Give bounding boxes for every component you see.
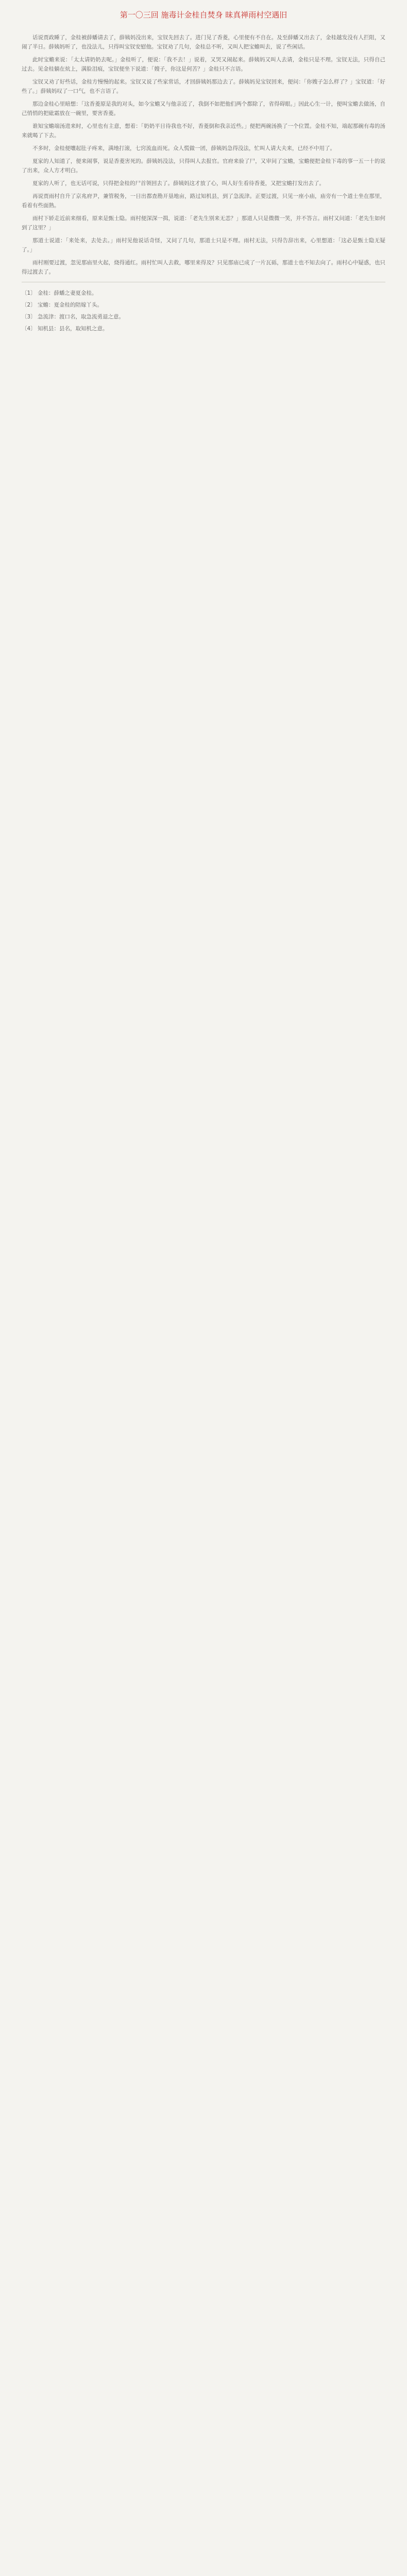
body-paragraph: 谁知宝蟾端汤进来时，心里也有主意，想着：「奶奶平日待我也不好，香菱倒和我亲近些。」便把两碗汤换了一个位置。金桂不知，端起那碗有毒的汤来就喝了下去。: [22, 123, 385, 139]
footnote: 〔2〕 宝蟾：夏金桂的陪嫁丫头。: [22, 302, 103, 308]
footnote: 〔3〕 急流津：渡口名，取急流勇退之意。: [22, 314, 125, 320]
body-paragraph: 那边金桂心里暗想：「这香菱原是我的对头，如今宝蟾又与他亲近了，我倒不如把他们两个都除了，省得碍眼。」因此心生一计，便叫宝蟾去做汤，自己悄悄的把砒霜放在一碗里，要害香菱。: [22, 101, 385, 116]
chapter-content: [22, 33, 385, 2576]
body-paragraph: 夏家的人知道了，便来闹事，说是香菱害死的。薛姨妈没法，只得叫人去报官。官府来验了尸，又审问了宝蟾，宝蟾便把金桂下毒的事一五一十的说了出来，众人方才明白。: [22, 158, 385, 174]
chapter-title: 第一〇三回 施毒计金桂自焚身 昧真禅雨村空遇旧: [120, 10, 287, 20]
body-paragraph: 话说贾政睡了，金桂被薛蟠请去了，薛姨妈没出来，宝钗先回去了。进门见了香菱，心里便有不自在。及至薛蟠又出去了，金桂越发没有人拦阻，又闹了半日。薛姨妈听了，也没法儿，只得叫宝钗安慰他。宝钗劝了几句，金桂总不听，又叫人把宝蟾叫去，说了些闲话。: [22, 35, 385, 50]
body-paragraph: 那道士说道：「来处来，去处去。」雨村见他说话奇怪，又问了几句，那道士只是不理。雨村无法，只得告辞出来，心里想道：「这必是甄士隐无疑了。」: [22, 238, 385, 253]
body-paragraph: 雨村下轿走近前来细看，原来是甄士隐。雨村便深深一揖，说道：「老先生别来无恙？」那道人只是微微一笑，并不答言。雨村又问道：「老先生如何到了这里？」: [22, 215, 385, 231]
footnote: 〔1〕 金桂：薛蟠之妻夏金桂。: [22, 290, 97, 296]
body-paragraph: 宝钗又劝了好些话，金桂方慢慢的起来。宝钗又说了些家常话，才回薛姨妈那边去了。薛姨妈见宝钗回来，便问：「你嫂子怎么样了？」宝钗道：「好些了。」薛姨妈叹了一口气，也不言语了。: [22, 79, 385, 94]
body-paragraph: 雨村刚要过渡，忽见那庙里火起，烧得通红。雨村忙叫人去救，哪里来得及？只见那庙已成了一片瓦砾，那道士也不知去向了。雨村心中疑惑，也只得过渡去了。: [22, 260, 385, 275]
body-paragraph: 不多时，金桂便嚷起肚子疼来，满地打滚，七窍流血而死。众人慌做一团，薛姨妈急得没法，忙叫人请大夫来，已经不中用了。: [32, 145, 335, 151]
footnote: 〔4〕 知机县：县名，取知机之意。: [22, 326, 108, 332]
body-paragraph: 此时宝蟾来说：「太太请奶奶去呢。」金桂听了，便说：「我不去！」说着，又哭又闹起来。薛姨妈又叫人去请，金桂只是不理。宝钗无法，只得自己过去。见金桂躺在炕上，满脸泪痕，宝钗便坐下说道：「嫂子，你这是何苦？」金桂只不言语。: [22, 57, 385, 72]
body-paragraph: 夏家的人听了，也无话可说，只得把金桂的尸首领回去了。薛姨妈这才放了心，叫人好生看待香菱，又把宝蟾打发出去了。: [32, 180, 325, 187]
body-paragraph: 再说贾雨村自升了京兆府尹，兼管税务，一日出都查勘开垦地亩，路过知机县，到了急流津。正要过渡，只见一座小庙，庙旁有一个道士坐在那里，看着有些面熟。: [22, 193, 385, 209]
